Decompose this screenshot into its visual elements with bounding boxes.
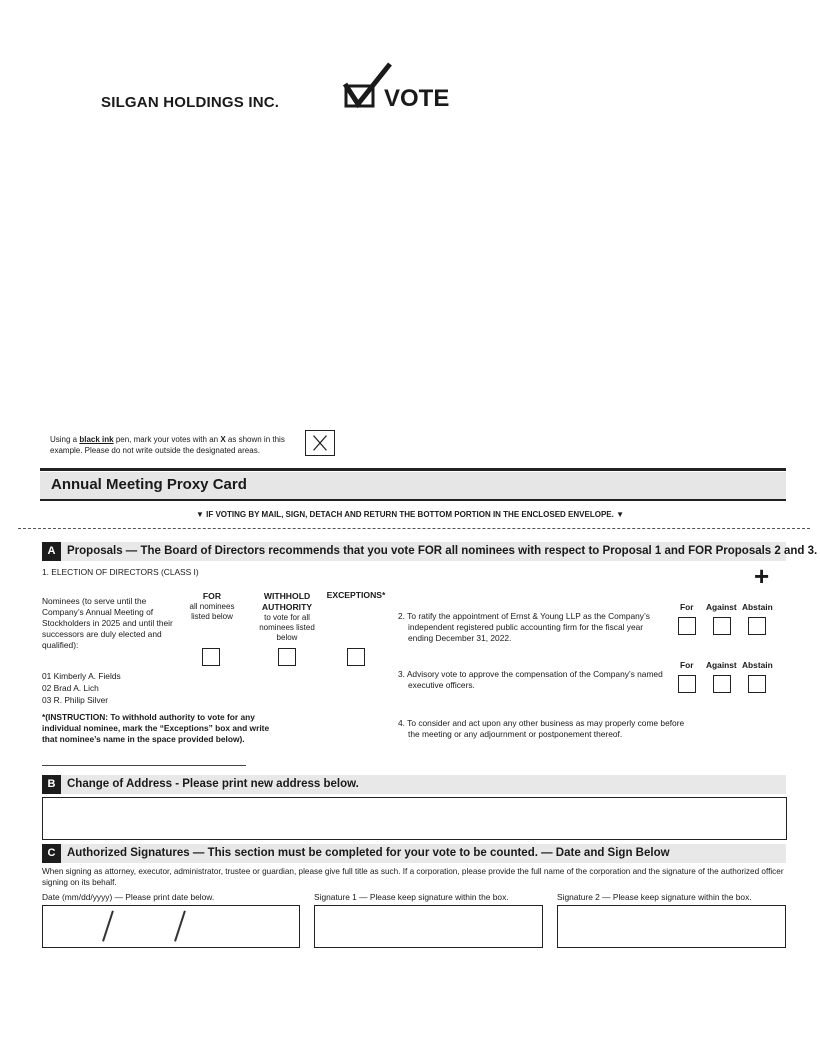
signing-note: When signing as attorney, executor, administrator, trustee or guardian, please give full title as such. If a corporation, please provide the full name of the corporation and the signature of the authorized officer signing on its behalf. bbox=[42, 867, 784, 887]
date-box[interactable] bbox=[42, 905, 300, 948]
marking-instructions: Using a black ink pen, mark your votes with an X as shown in this example. Please do not write outside the designated areas. bbox=[50, 435, 285, 455]
election-title: 1. ELECTION OF DIRECTORS (CLASS I) bbox=[42, 567, 199, 577]
p2-abstain-label: Abstain bbox=[742, 602, 773, 612]
banner-rule-bottom bbox=[40, 499, 786, 501]
example-marked-box bbox=[305, 430, 335, 456]
x-mark-label: X bbox=[220, 435, 226, 444]
exceptions-write-line[interactable] bbox=[42, 765, 246, 766]
section-b-heading: Change of Address - Please print new address below. bbox=[67, 778, 359, 790]
section-b-letter: B bbox=[42, 775, 61, 794]
withhold-instruction: *(INSTRUCTION: To withhold authority to vote for any individual nominee, mark the “Exceptions” box and write that nominee’s name in the space provided below). bbox=[42, 712, 270, 744]
card-title: Annual Meeting Proxy Card bbox=[51, 476, 247, 493]
col-withhold-head: WITHHOLD AUTHORITY to vote for all nominees listed below bbox=[259, 591, 315, 642]
proposal-2-text: 2. To ratify the appointment of Ernst & Young LLP as the Company’s independent registered public accounting firm for the fiscal year ending December 31, 2022. bbox=[398, 611, 650, 643]
x-mark-icon bbox=[306, 431, 334, 455]
for-all-checkbox[interactable] bbox=[202, 648, 220, 666]
signature-2-box[interactable] bbox=[557, 905, 786, 948]
p3-against-label: Against bbox=[706, 660, 737, 670]
signature-1-label: Signature 1 — Please keep signature within the box. bbox=[314, 892, 509, 902]
vote-logo-text: VOTE bbox=[384, 85, 450, 112]
mail-instruction: ▼ IF VOTING BY MAIL, SIGN, DETACH AND RETURN THE BOTTOM PORTION IN THE ENCLOSED ENVELOPE. ▼ bbox=[195, 510, 624, 519]
p3-abstain-label: Abstain bbox=[742, 660, 773, 670]
company-name: SILGAN HOLDINGS INC. bbox=[101, 94, 280, 111]
detach-line bbox=[18, 528, 810, 529]
nominee-3: 03 R. Philip Silver bbox=[42, 695, 109, 705]
col-exceptions-head: EXCEPTIONS* bbox=[326, 590, 386, 600]
banner-rule-top bbox=[40, 468, 786, 471]
p2-against-label: Against bbox=[706, 602, 737, 612]
plus-mark: + bbox=[754, 561, 770, 591]
nominees-intro: Nominees (to serve until the Company’s Annual Meeting of Stockholders in 2025 and until their successors are duly elected and qualified): bbox=[42, 596, 173, 650]
proposal-4-text: 4. To consider and act upon any other business as may properly come before the meeting or any adjournment or postponement thereof. bbox=[398, 718, 685, 739]
p2-for-label: For bbox=[680, 602, 694, 612]
p2-for-checkbox[interactable] bbox=[678, 617, 696, 635]
section-c-heading: Authorized Signatures — This section must be completed for your vote to be counted. — Date and Sign Below bbox=[67, 847, 670, 859]
p2-abstain-checkbox[interactable] bbox=[748, 617, 766, 635]
vote-logo bbox=[343, 60, 450, 112]
withhold-all-checkbox[interactable] bbox=[278, 648, 296, 666]
proposal-3-text: 3. Advisory vote to approve the compensation of the Company’s named executive officers. bbox=[398, 669, 663, 690]
p3-against-checkbox[interactable] bbox=[713, 675, 731, 693]
section-c-letter: C bbox=[42, 844, 61, 863]
section-a-heading: Proposals — The Board of Directors recommends that you vote FOR all nominees with respect to Proposal 1 and FOR Proposals 2 and 3. bbox=[67, 545, 818, 557]
nominee-1: 01 Kimberly A. Fields bbox=[42, 671, 121, 681]
p2-against-checkbox[interactable] bbox=[713, 617, 731, 635]
nominee-2: 02 Brad A. Lich bbox=[42, 683, 99, 693]
signature-2-label: Signature 2 — Please keep signature within the box. bbox=[557, 892, 752, 902]
signature-1-box[interactable] bbox=[314, 905, 543, 948]
vote-check-icon bbox=[343, 60, 450, 112]
date-slash-2 bbox=[174, 911, 185, 942]
date-label: Date (mm/dd/yyyy) — Please print date below. bbox=[42, 892, 215, 902]
p3-abstain-checkbox[interactable] bbox=[748, 675, 766, 693]
col-for-head: FOR all nominees listed below bbox=[189, 591, 235, 621]
date-slash-1 bbox=[102, 911, 113, 942]
p3-for-label: For bbox=[680, 660, 694, 670]
black-ink-emphasis: black ink bbox=[79, 435, 114, 444]
new-address-box[interactable] bbox=[42, 797, 787, 840]
p3-for-checkbox[interactable] bbox=[678, 675, 696, 693]
exceptions-checkbox[interactable] bbox=[347, 648, 365, 666]
section-a-letter: A bbox=[42, 542, 61, 561]
